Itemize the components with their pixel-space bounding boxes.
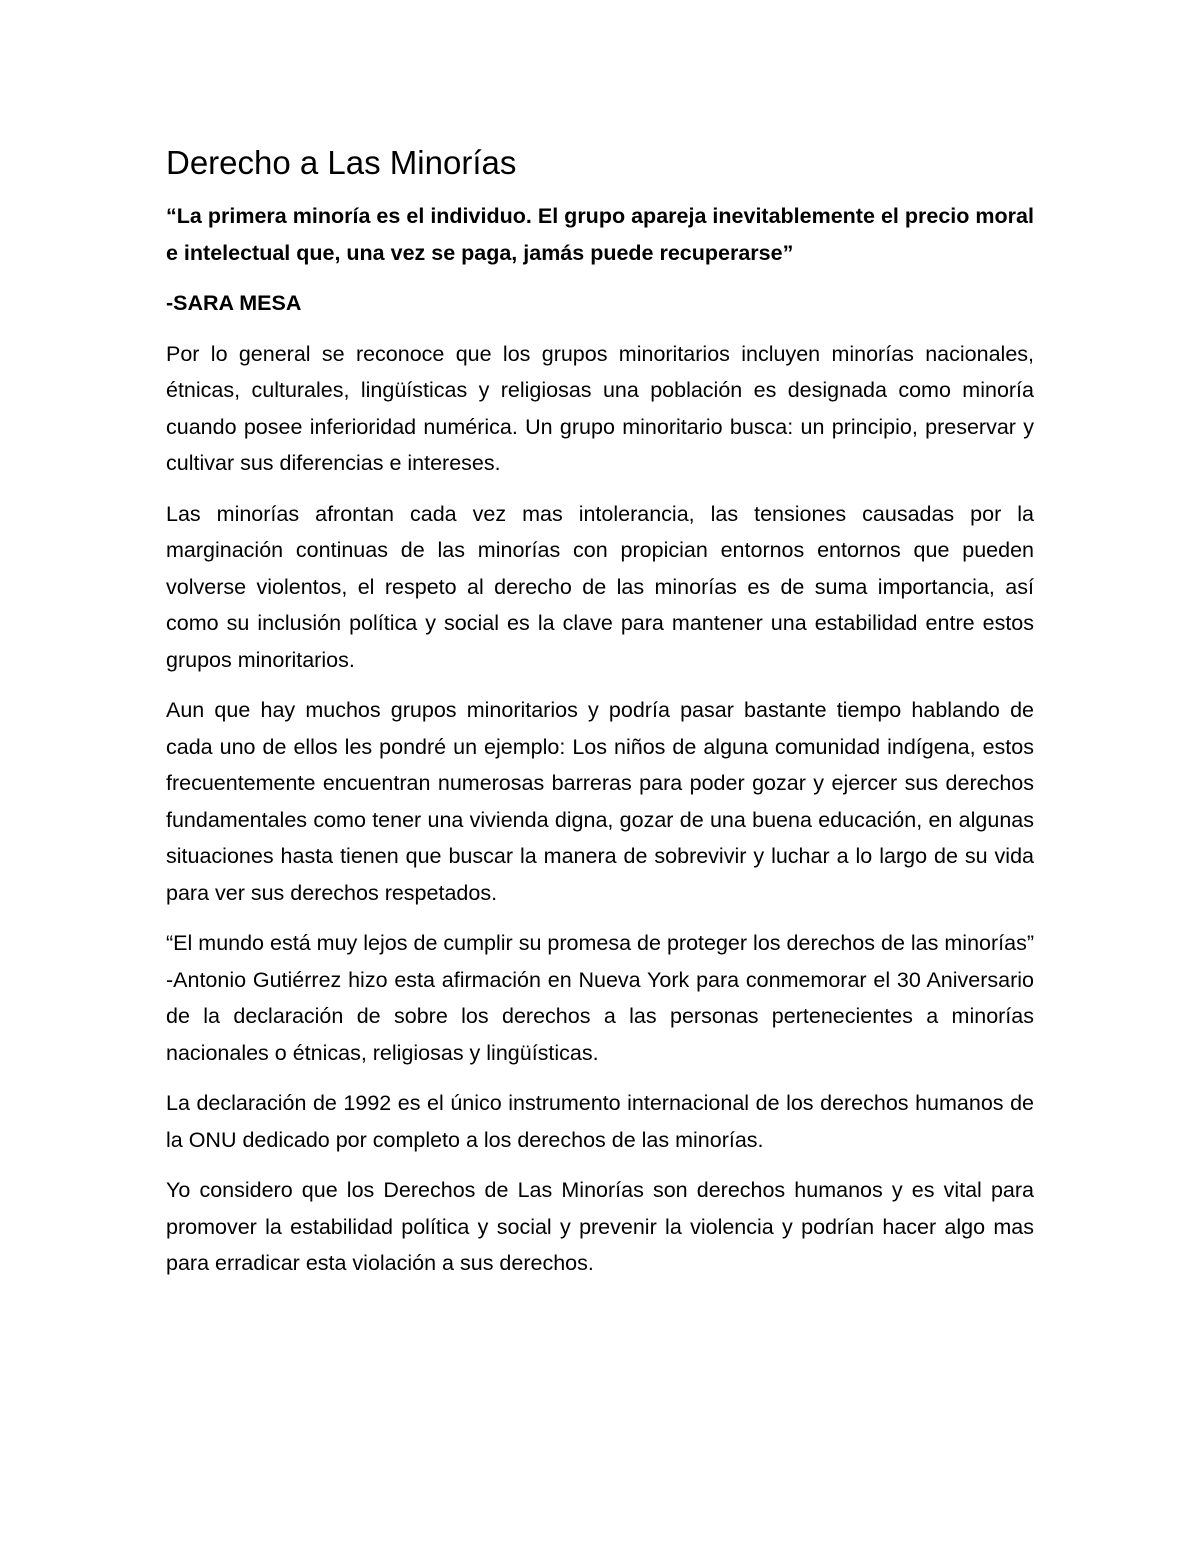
epigraph-author: -SARA MESA: [166, 291, 302, 315]
paragraph-6: Yo considero que los Derechos de Las Minorías son derechos humanos y es vital para promover la estabilidad política y social y prevenir la violencia y podrían hacer algo mas para erradicar esta violación a sus derechos.: [166, 1178, 1034, 1275]
epigraph-quote: “La primera minoría es el individuo. El grupo apareja inevitablemente el precio moral e intelectual que, una vez se paga, jamás puede recuperarse”: [166, 204, 1034, 265]
paragraph-4: “El mundo está muy lejos de cumplir su promesa de proteger los derechos de las minorías” -Antonio Gutiérrez hizo esta afirmación en Nueva York para conmemorar el 30 Aniversario de la declaración de sobre los derechos a las personas pertenecientes a minorías nacionales o étnicas, religiosas y lingüísticas.: [166, 931, 1034, 1065]
document-body: [166, 140, 1034, 1296]
paragraph-3: Aun que hay muchos grupos minoritarios y podría pasar bastante tiempo hablando de cada uno de ellos les pondré un ejemplo: Los niños de alguna comunidad indígena, estos frecuentemente encuentran numerosas barreras para poder gozar y ejercer sus derechos fundamentales como tener una vivienda digna, gozar de una buena educación, en algunas situaciones hasta tienen que buscar la manera de sobrevivir y luchar a lo largo de su vida para ver sus derechos respetados.: [166, 698, 1034, 905]
paragraph-5: La declaración de 1992 es el único instrumento internacional de los derechos humanos de la ONU dedicado por completo a los derechos de las minorías.: [166, 1091, 1034, 1152]
paragraph-2: Las minorías afrontan cada vez mas intolerancia, las tensiones causadas por la marginación continuas de las minorías con propician entornos entornos que pueden volverse violentos, el respeto al derecho de las minorías es de suma importancia, así como su inclusión política y social es la clave para mantener una estabilidad entre estos grupos minoritarios.: [166, 501, 1034, 672]
document-title: Derecho a Las Minorías: [166, 144, 517, 181]
paragraph-1: Por lo general se reconoce que los grupos minoritarios incluyen minorías nacionales, étnicas, culturales, lingüísticas y religiosas una población es designada como minoría cuando posee inferioridad numérica. Un grupo minoritario busca: un principio, preservar y cultivar sus diferencias e intereses.: [166, 341, 1034, 475]
